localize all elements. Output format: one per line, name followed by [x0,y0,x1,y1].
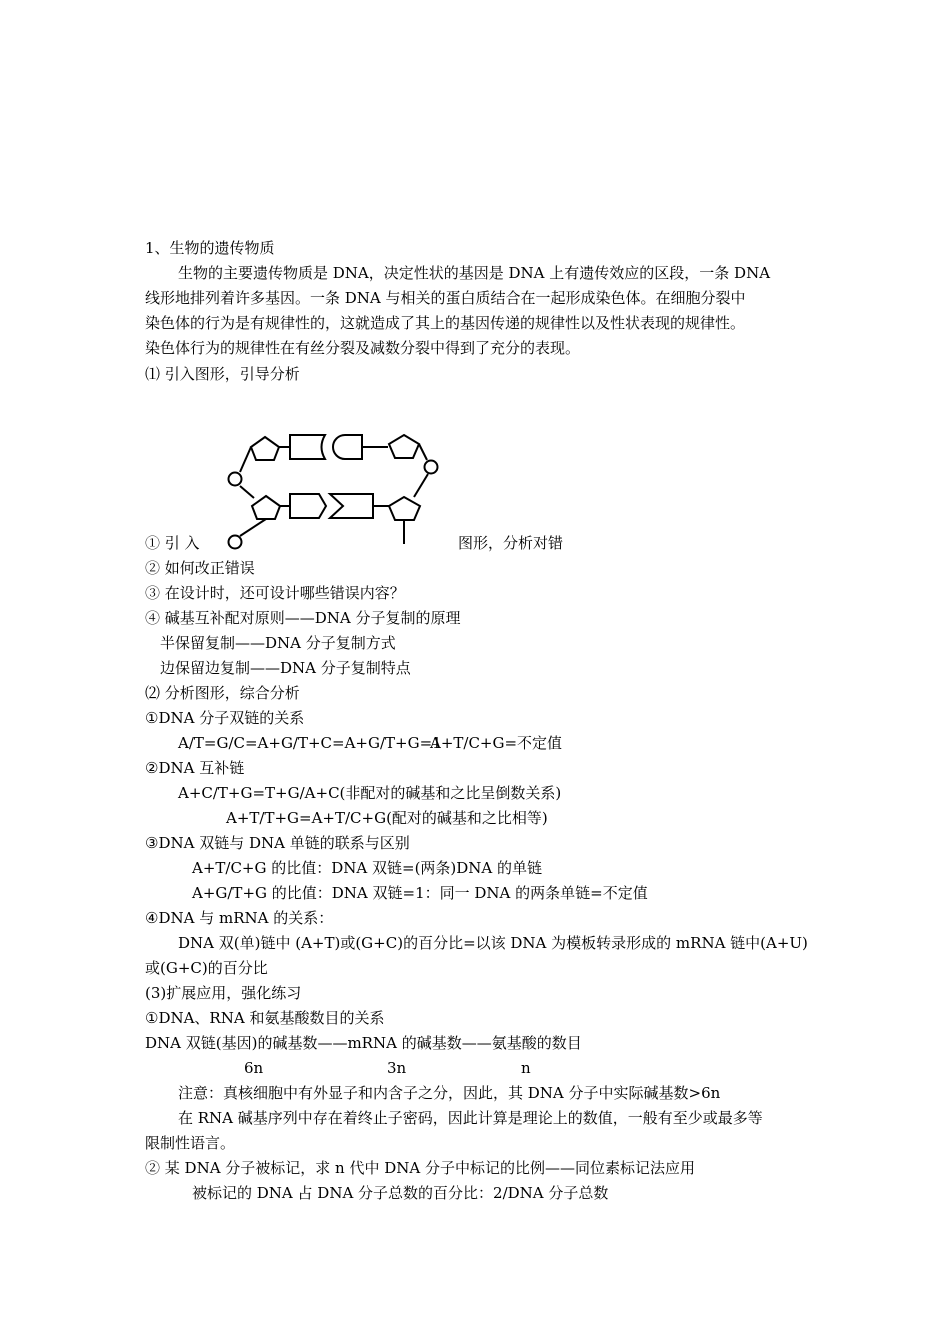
section-heading-1: 1、生物的遗传物质 [145,239,275,257]
paragraph-line: 或(G+C)的百分比 [145,959,268,977]
list-item-line: ③DNA 双链与 DNA 单链的联系与区别 [145,834,410,852]
list-item-line: 半保留复制——DNA 分子复制方式 [160,634,396,652]
paragraph-line: 染色体行为的规律性在有丝分裂及减数分裂中得到了充分的表现。 [145,339,581,357]
base-shape [290,435,325,459]
subsection-heading-2: ⑵ 分析图形，综合分析 [145,684,300,702]
bond-line [419,444,427,460]
pentose-sugar-shape [389,435,419,458]
base-shape [290,494,326,518]
list-item-line: ② 某 DNA 分子被标记，求 n 代中 DNA 分子中标记的比例——同位素标记法应用 [145,1159,696,1177]
paragraph-line: DNA 双链(基因)的碱基数——mRNA 的碱基数——氨基酸的数目 [145,1034,582,1052]
pentose-sugar-shape [389,497,420,520]
paragraph-line: 限制性语言。 [145,1134,236,1152]
list-item-line: ③ 在设计时，还可设计哪些错误内容？ [145,584,405,602]
formula-line: 被标记的 DNA 占 DNA 分子总数的百分比：2/DNA 分子总数 [192,1184,609,1202]
count-label: 6n [244,1059,264,1077]
list-item-line: ②DNA 互补链 [145,759,245,777]
base-shape [330,494,373,518]
formula-line: A+T/C+G 的比值：DNA 双链=(两条)DNA 的单链 [192,859,543,877]
list-item-line: ② 如何改正错误 [145,559,255,577]
paragraph-line: DNA 双(单)链中 (A+T)或(G+C)的百分比=以该 DNA 为模板转录形成的 mRNA 链中(A+U) [178,934,808,952]
pentose-sugar-shape [252,496,280,519]
phosphate-circle [425,461,438,474]
list-item-line: 图形，分析对错 [458,534,564,552]
count-label: 3n [387,1059,407,1077]
list-item-line: ①DNA、RNA 和氨基酸数目的关系 [145,1009,385,1027]
base-shape [333,435,362,459]
count-label: n [521,1059,531,1077]
bond-line [240,519,266,536]
list-item-line: 边保留边复制——DNA 分子复制特点 [160,659,411,677]
phosphate-circle [229,473,242,486]
list-item-line: ④ 碱基互补配对原则——DNA 分子复制的原理 [145,609,461,627]
formula-line: A+G/T+G 的比值：DNA 双链=1：同一 DNA 的两条单链=不定值 [192,884,648,902]
list-item-line: ④DNA 与 mRNA 的关系： [145,909,334,927]
bond-line [414,474,428,497]
formula-line: A+T/T+G=A+T/C+G(配对的碱基和之比相等) [226,809,548,827]
formula-line: A+C/T+G=T+G/A+C(非配对的碱基和之比呈倒数关系) [178,784,562,802]
paragraph-line: 生物的主要遗传物质是 DNA，决定性状的基因是 DNA 上有遗传效应的区段，一条 DNA [178,264,771,282]
bond-line [240,486,254,498]
paragraph-line: 线形地排列着许多基因。一条 DNA 与相关的蛋白质结合在一起形成染色体。在细胞分裂中 [145,289,746,307]
formula-line: A+T/C+G=不定值 [430,734,563,752]
phosphate-circle [229,536,242,549]
note-line: 注意：真核细胞中有外显子和内含子之分，因此，其 DNA 分子中实际碱基数>6n [178,1084,721,1102]
bond-line [240,447,251,472]
paragraph-line: 染色体的行为是有规律性的，这就造成了其上的基因传递的规律性以及性状表现的规律性。 [145,314,746,332]
subsection-heading-1: ⑴ 引入图形，引导分析 [145,365,300,383]
list-item-line: ①DNA 分子双链的关系 [145,709,305,727]
list-item-line: ① 引 入 [145,534,200,552]
pentose-sugar-shape [251,437,279,460]
paragraph-line: 在 RNA 碱基序列中存在着终止子密码，因此计算是理论上的数值，一般有至少或最多等 [178,1109,763,1127]
dna-structure-diagram [218,422,450,550]
formula-line: A/T=G/C=A+G/T+C=A+G/T+G=1 [178,734,442,752]
subsection-heading-3: (3)扩展应用，强化练习 [145,984,302,1002]
